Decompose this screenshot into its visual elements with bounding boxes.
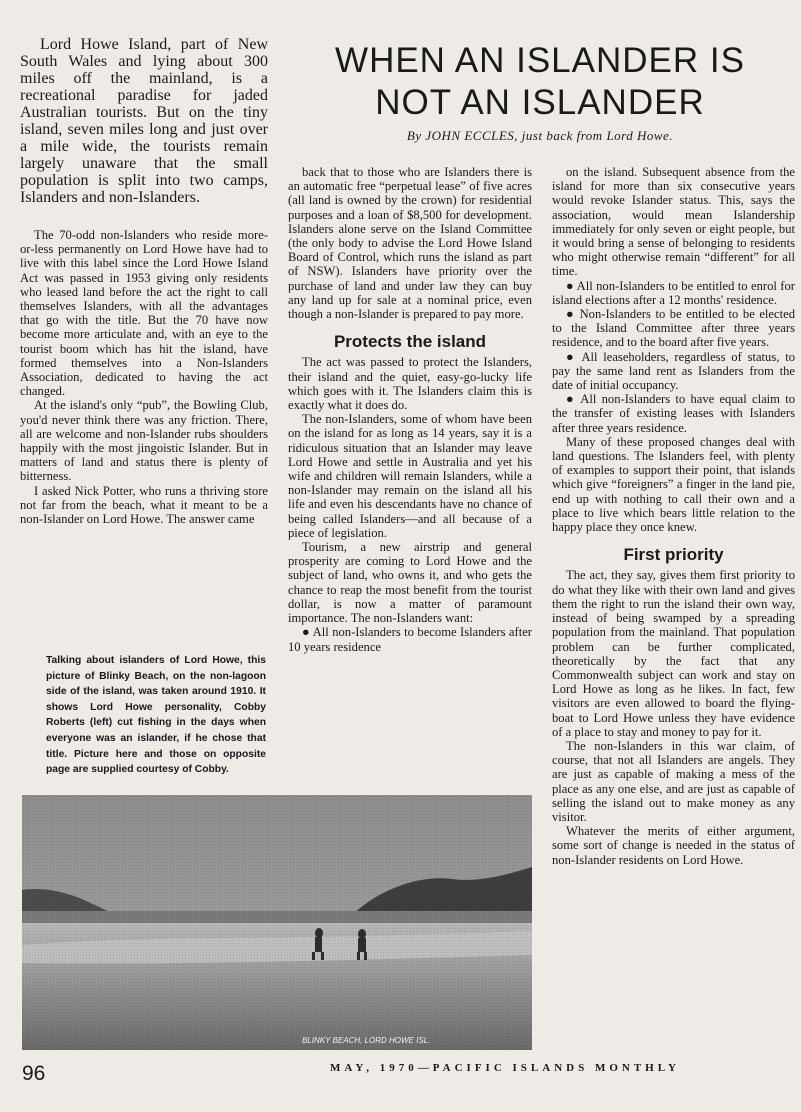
column-3	[552, 165, 795, 867]
subhead-first-priority: First priority	[623, 545, 724, 565]
intro-paragraph	[20, 36, 268, 206]
running-footer: MAY, 1970—PACIFIC ISLANDS MONTHLY	[330, 1062, 680, 1074]
subhead-protects-the-island: Protects the island	[333, 332, 487, 352]
bullet-item: ● Non-Islanders to be entitled to be elected to the Island Committee after three years residence, and to the board after five years.	[552, 307, 795, 350]
beach-photo-illustration	[22, 795, 532, 1050]
headline-line-1: WHEN AN ISLANDER IS	[335, 41, 745, 80]
column-2	[288, 165, 532, 654]
col2-paragraph: The act was passed to protect the Islanders, their island and the quiet, easy-go-lucky life which goes with it. The Islanders claim this is exactly what it does do.	[288, 355, 532, 413]
bullet-item: ● All non-Islanders to become Islanders after 10 years residence	[288, 625, 532, 653]
bullet-item: ● All non-Islanders to be entitled to enrol for island elections after a 12 months' residence.	[552, 279, 795, 307]
byline: By JOHN ECCLES, just back from Lord Howe.	[406, 128, 674, 143]
col3-paragraph: on the island. Subsequent absence from the island for more than six consecutive years would revoke Islander status. This, says the association, would mean Islandership immediately for only seven or eight people, but it would bring a sense of belonging to residents who might otherwise remain “different” for all time.	[552, 165, 795, 279]
col3-paragraph: Many of these proposed changes deal with land questions. The Islanders feel, with plenty of examples to support their point, that islands which give “foreigners” a finger in the land pie, end up with nothing to call their own and a place to live which bears little relation to the happy place they once knew.	[552, 434, 795, 535]
col2-paragraph: back that to those who are Islanders there is an automatic free “perpetual lease” of five acres (all land is owned by the crown) for residential purposes and a loan of $8,500 for development. Islanders alone serve on the Island Committee (the only body to advise the Lord Howe Island Board of Control, which runs the island as part of NSW). Islanders have priority over the purchase of land and under law they can buy any land up for sale at a nominal price, even though a non-Islander is prepared to pay more.	[288, 165, 532, 322]
col3-paragraph: The act, they say, gives them first priority to do what they like with their own land and gives them the right to run the island their own way, instead of being swamped by a spreading population from the mainland. That population problem can be further complicated, theoretically by the fact that any Commonwealth subject can work and stay on Lord Howe as long as he likes. In fact, few visitors are even allowed to board the flying-boat to Lord Howe unless they have evidence of a place to stay and money to pay for it.	[552, 568, 795, 739]
col2-paragraph: Tourism, a new airstrip and general prosperity are coming to Lord Howe and the subject of land, who owns it, and who gets the chance to reap the most benefit from the tourist dollar, is now a matter of paramount importance. The non-Islanders want:	[288, 540, 532, 626]
col3-paragraph: Whatever the merits of either argument, some sort of change is needed in the status of non-Islander residents on Lord Howe.	[552, 824, 795, 867]
photo-inscription: BLINKY BEACH, LORD HOWE ISL.	[302, 1036, 431, 1045]
col1-paragraph: I asked Nick Potter, who runs a thriving store not far from the beach, what it meant to be a non-Islander on Lord Howe. The answer came	[20, 483, 268, 527]
col1-paragraph: At the island's only “pub”, the Bowling Club, you'd never think there was any friction. There, all are welcome and non-Islander rubs shoulders happily with the most jingoistic Islander. But in matters of land and status there is plenty of bitterness.	[20, 398, 268, 484]
intro-text: Lord Howe Island, part of New South Wales and lying about 300 miles off the mainland, is a recreational paradise for jaded Australian tourists. But on the tiny island, seven miles long and just over a mile wide, the tourists remain largely unaware that the small population is split into two camps, Islanders and non-Islanders.	[20, 36, 268, 206]
bullet-item: ● All leaseholders, regardless of status, to pay the same land rent as Islanders from the date of initial occupancy.	[552, 350, 795, 393]
headline	[290, 40, 790, 124]
col2-paragraph: The non-Islanders, some of whom have been on the island for as long as 14 years, say it is a ridiculous situation that an Islander may leave Lord Howe and settle in Australia and yet his wife and children will remain Islanders, while a non-Islander may remain on the island all his life and even his descendants have no chance of being called Islanders—and all because of a piece of legislation.	[288, 412, 532, 540]
col1-paragraph: The 70-odd non-Islanders who reside more-or-less permanently on Lord Howe have had to live with this label since the Lord Howe Island Act was passed in 1953 giving only residents who leased land before the act the right to call themselves Islanders, with all the advantages that go with the title. But the 70 have now become more articulate and, with an eye to the tourist boom which has hit the island, have formed themselves into a Non-Islanders Association, dedicated to having the act changed.	[20, 228, 268, 399]
page-number: 96	[22, 1062, 46, 1085]
headline-line-2: NOT AN ISLANDER	[375, 83, 705, 122]
photo-caption: Talking about islanders of Lord Howe, this picture of Blinky Beach, on the non-lagoon side of the island, was taken around 1910. It shows Lord Howe personality, Cobby Roberts (left) cut fishing in the days when everyone was an islander, if he chose that title. Picture here and those on opposite page are supplied courtesy of Cobby.	[46, 655, 266, 776]
col3-paragraph: The non-Islanders in this war claim, of course, that not all Islanders are angels. They are just as capable of making a mess of the place as any one else, and are just as capable of selling the island out to make money as any visitor.	[552, 738, 795, 824]
column-1	[20, 228, 268, 526]
beach-photo	[22, 795, 532, 1050]
bullet-item: ● All non-Islanders to have equal claim to the transfer of existing leases with Islanders after three years residence.	[552, 392, 795, 435]
